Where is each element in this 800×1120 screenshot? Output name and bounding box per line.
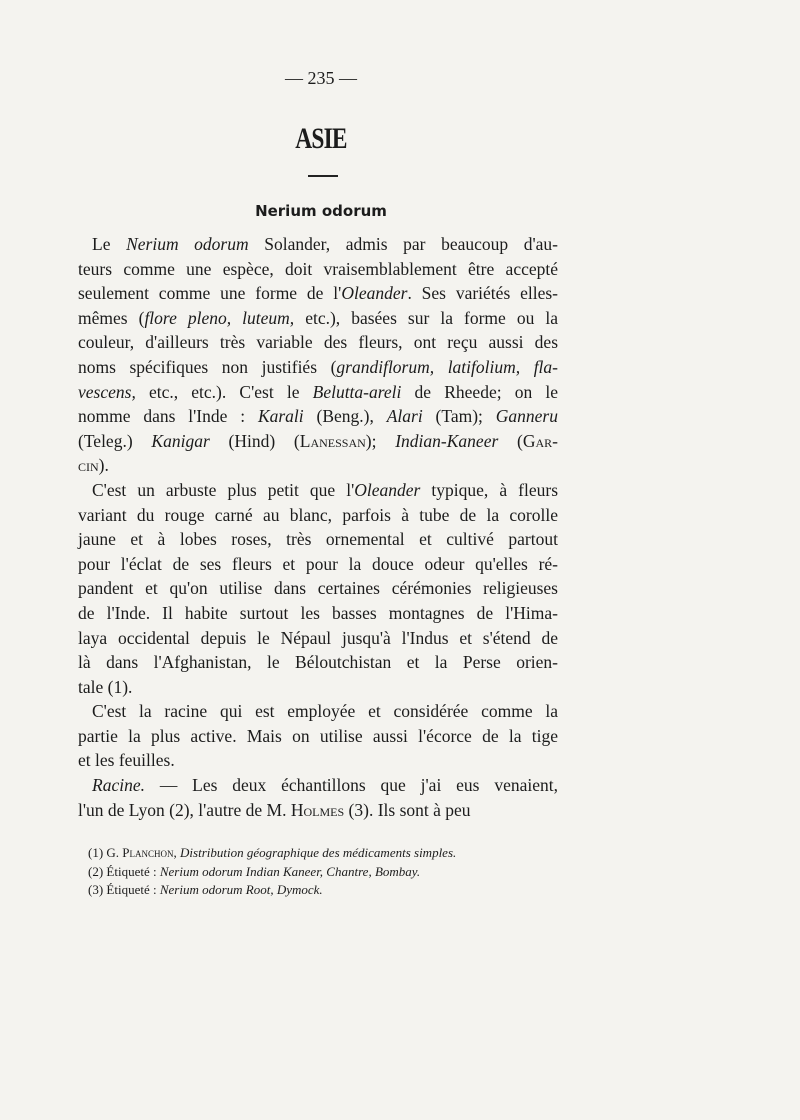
text-line: là dans l'Afghanistan, le Béloutchistan et la Perse orien- [78,652,558,673]
text-line: teurs comme une espèce, doit vraisemblablement être accepté [78,258,558,279]
footnote: (1) G. Planchon, Distribution géographique des médicaments simples. [88,845,457,860]
text-line: de l'Inde. Il habite surtout les basses montagnes de l'Hima- [78,602,558,623]
text-line: nomme dans l'Inde : Karali (Beng.), Alari (Tam); Ganneru [78,406,558,427]
text-line: vescens, etc., etc.). C'est le Belutta-areli de Rheede; on le [78,381,559,402]
text-line: et les feuilles. [78,750,175,771]
text-line: seulement comme une forme de l'Oleander. Ses variétés elles- [78,283,558,304]
text-line: jaune et à lobes roses, très ornemental et cultivé partout [78,529,558,550]
paragraph-2 [78,478,558,699]
footnote: (3) Étiqueté : Nerium odorum Root, Dymock. [88,882,323,897]
text-line: variant du rouge carné au blanc, parfois à tube de la corolle [78,504,558,525]
text-line: noms spécifiques non justifiés (grandiflorum, latifolium, fla- [78,356,558,377]
footnote: (2) Étiqueté : Nerium odorum Indian Kaneer, Chantre, Bombay. [88,863,421,879]
text-line: C'est la racine qui est employée et considérée comme la [92,701,558,722]
text-line: pour l'éclat de ses fleurs et pour la douce odeur qu'elles ré- [78,553,558,574]
section-title: ASIE [295,122,347,155]
text-line: pandent et qu'on utilise dans certaines cérémonies religieuses [78,578,558,599]
footnotes [88,844,558,900]
subsection-title: Nerium odorum [255,202,387,220]
text-line: couleur, d'ailleurs très variable des fleurs, ont reçu aussi des [78,332,558,353]
text-line: tale (1). [78,676,133,697]
text-line: l'un de Lyon (2), l'autre de M. Holmes (3). Ils sont à peu [78,799,471,820]
text-line: laya occidental depuis le Népaul jusqu'à l'Indus et s'étend de [78,627,558,648]
text-line: cin). [78,455,109,476]
text-line: (Teleg.) Kanigar (Hind) (Lanessan); Indian-Kaneer (Gar- [78,430,558,451]
body-text [78,232,558,822]
paragraph-1 [78,232,558,478]
text-line: partie la plus active. Mais on utilise aussi l'écorce de la tige [78,725,558,746]
paragraph-3 [78,699,558,773]
text-line: Le Nerium odorum Solander, admis par beaucoup d'au- [92,234,559,254]
page-number: — 235 — [285,68,357,88]
text-line: Racine. — Les deux échantillons que j'ai eus venaient, [92,775,558,796]
title-rule [308,175,338,177]
paragraph-4 [78,773,558,822]
text-line: mêmes (flore pleno, luteum, etc.), basées sur la forme ou la [78,307,558,328]
text-line: C'est un arbuste plus petit que l'Oleander typique, à fleurs [92,479,559,500]
